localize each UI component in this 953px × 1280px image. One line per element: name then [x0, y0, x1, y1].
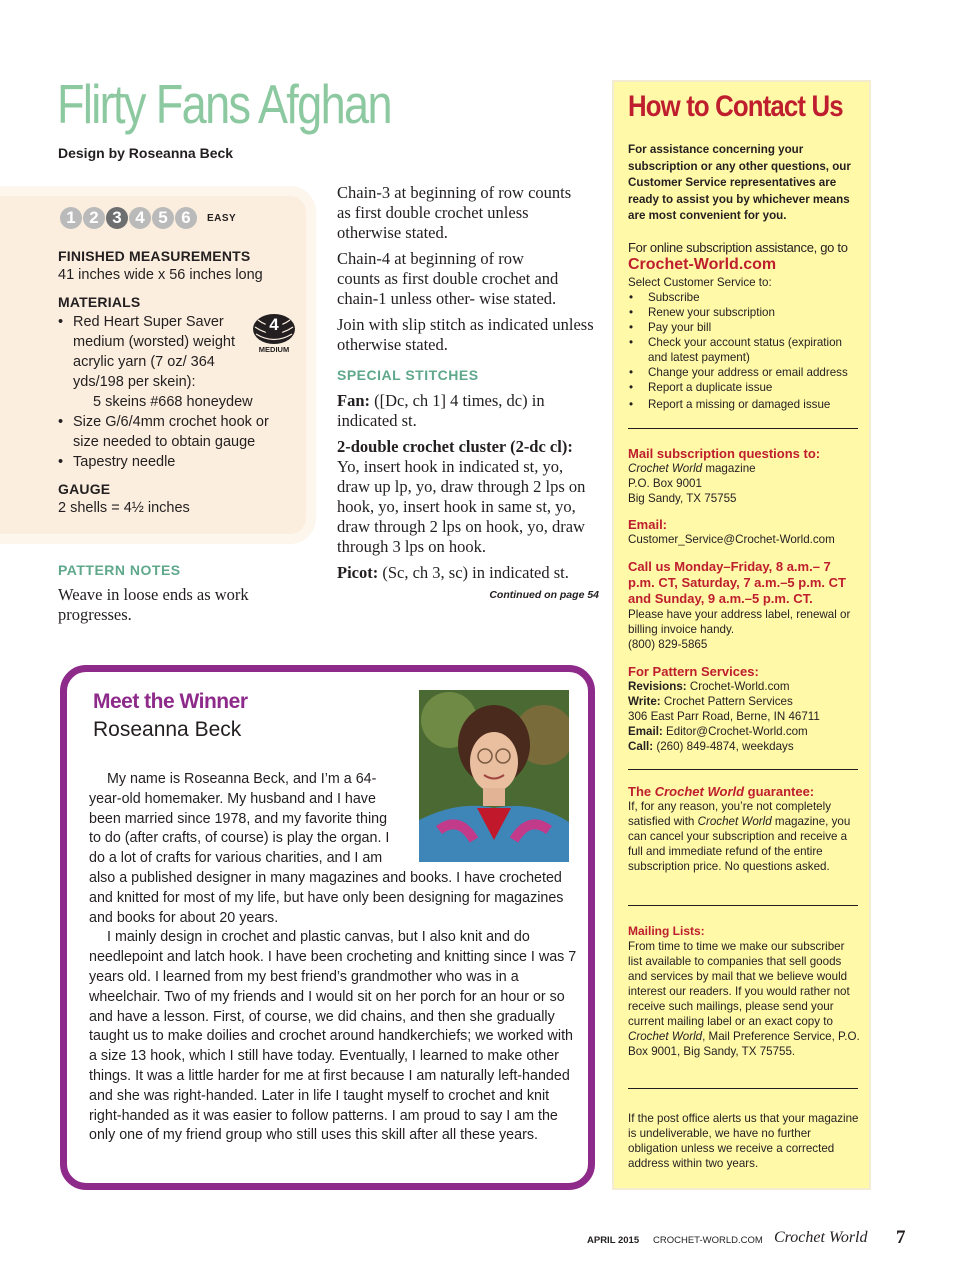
divider — [628, 769, 858, 770]
option-item: • Pay your bill — [628, 320, 860, 335]
option-item: • Subscribe — [628, 290, 860, 305]
finished-heading: FINISHED MEASUREMENTS — [58, 248, 251, 264]
stitch-fan: Fan: ([Dc, ch 1] 4 times, dc) in indicated st. — [337, 391, 545, 430]
middle-column — [337, 183, 599, 601]
gauge — [58, 481, 308, 518]
call-contact: Call us Monday–Friday, 8 a.m.– 7 p.m. CT, Saturday, 7 a.m.–5 p.m. CT and Sunday, 9 a.m.–5 p.m. CT. Please have your address label, renewal or billing invoice handy. (800) 829-5865 — [628, 559, 851, 651]
footer-site: CROCHET-WORLD.COM — [653, 1235, 763, 1246]
material-item: • Size G/6/4mm crochet hook or size needed to obtain gauge — [58, 414, 269, 450]
winner-name: Roseanna Beck — [93, 718, 242, 741]
material-item: • Red Heart Super Saver medium (worsted) weight acrylic yarn (7 oz/ 364 yds/198 per skein): — [58, 314, 235, 390]
meet-the-winner-box — [60, 665, 595, 1190]
option-item: • Report a missing or damaged issue — [628, 397, 860, 412]
footer-date: APRIL 2015 — [587, 1235, 640, 1246]
option-item: • Change your address or email address — [628, 365, 860, 380]
article-title: Flirty Fans Afghan — [57, 73, 391, 135]
contact-panel — [612, 80, 871, 1190]
customer-service-options — [628, 290, 860, 412]
divider — [628, 1088, 858, 1089]
bio-paragraph: My name is Roseanna Beck, and I’m a 64-year-old homemaker. My husband and I have been married since 1978, and my favorite thing to do (after crafts, of course) is play the organ. I do a lot of crafts for various charities, and I am also a published designer in many magazines and books. I have crocheted and knitted for most of my life, but have only been designing for magazines and books for about 20 years. — [89, 771, 564, 926]
winner-heading: Meet the Winner — [93, 690, 248, 713]
email-contact: Email: Customer_Service@Crochet-World.com — [628, 517, 835, 546]
guarantee: The Crochet World guarantee: If, for any reason, you’re not completely satisfied with Crochet World magazine, you can cancel your subscription and receive a full and immediate refund of the entire subscription price. No questions asked. — [628, 784, 851, 873]
divider — [628, 428, 858, 429]
yarn-weight-label: MEDIUM — [258, 345, 290, 354]
footer-magazine: Crochet World — [774, 1229, 868, 1246]
yarn-color: 5 skeins #668 honeydew — [93, 394, 253, 410]
page-number: 7 — [896, 1227, 906, 1248]
skill-dot-5: 5 — [152, 207, 174, 229]
winner-bio — [89, 770, 579, 1146]
skill-dot-6: 6 — [175, 207, 197, 229]
continued-note: Continued on page 54 — [489, 589, 599, 601]
skill-dot-2: 2 — [83, 207, 105, 229]
contact-intro: For assistance concerning your subscription or any other questions, our Customer Service representatives are ready to assist you by whichever means are most convenient for you. — [628, 143, 851, 222]
stitch-cluster: 2-double crochet cluster (2-dc cl): Yo, insert hook in indicated st, yo, draw up lp, yo, draw through 2 lps on hook, yo, insert hook in same st, yo, draw through 2 lps on hook, yo, draw through 3 lps on hook. — [337, 437, 586, 556]
option-item: • Renew your subscription — [628, 305, 860, 320]
gauge-text: 2 shells = 4½ inches — [58, 500, 190, 516]
page-footer — [0, 1228, 953, 1248]
bullet-icon: • — [58, 314, 64, 330]
contact-heading: How to Contact Us — [628, 90, 843, 123]
material-item: • Tapestry needle — [58, 454, 176, 470]
stitch-picot: Picot: (Sc, ch 3, sc) in indicated st. — [337, 563, 569, 582]
article-byline: Design by Roseanna Beck — [58, 145, 234, 161]
pattern-notes-heading: PATTERN NOTES — [58, 562, 181, 578]
note-join: Join with slip stitch as indicated unless otherwise stated. — [337, 315, 594, 354]
note-chain-4: Chain-4 at beginning of row counts as first double crochet and chain-1 unless other- wise stated. — [337, 249, 559, 308]
pattern-notes — [58, 562, 298, 625]
finished-text: 41 inches wide x 56 inches long — [58, 267, 263, 283]
pattern-notes-text: Weave in loose ends as work progresses. — [58, 585, 249, 624]
finished-measurements — [58, 248, 308, 285]
post-office-note: If the post office alerts us that your magazine is undeliverable, we have no further obligation unless we receive a corrected address within two years. — [628, 1112, 859, 1170]
divider — [628, 905, 858, 906]
skill-label: EASY — [207, 212, 237, 224]
mailing-lists: Mailing Lists: From time to time we make our subscriber list available to companies that sell goods and services by mail that we believe would interest our readers. If you would rather not receive such mailings, please send your current mailing label or an exact copy to Crochet World, Mail Preference Service, P.O. Box 9001, Big Sandy, TX 75755. — [628, 924, 860, 1058]
crochet-world-link[interactable]: Crochet-World.com — [628, 256, 777, 273]
bio-paragraph: I mainly design in crochet and plastic canvas, but I also knit and do needlepoint and latch hook. I have been crocheting and knitting since I was 7 years old. I learned from my best friend’s grandmother who was in a wheelchair. Two of my friends and I would sit on her porch for an hour or so and have a lesson. First, of course, we did chains, and then she gradually taught us to make doilies and crochet around handkerchiefs; we worked with a size 13 hook, which I still have today. Eventually, I learned to make other things. It was a little harder for me at first because I am naturally left-handed and she was right-handed. Later in life I taught myself to crochet and knit right-handed as it was easier to follow patterns. I am proud to say I am the only one of my friend group who still uses this skill after all these years. — [89, 929, 577, 1144]
skill-level — [60, 207, 236, 229]
bullet-icon: • — [58, 414, 64, 430]
skill-dot-3: 3 — [106, 207, 128, 229]
materials-heading: MATERIALS — [58, 294, 141, 310]
yarn-weight-icon — [252, 312, 296, 356]
skill-dot-4: 4 — [129, 207, 151, 229]
pattern-services: For Pattern Services: Revisions: Crochet-World.com Write: Crochet Pattern Services 306 East Parr Road, Berne, IN 46711 Email: Editor@Crochet-World.com Call: (260) 849-4874, weekdays — [628, 664, 820, 753]
option-item: • Check your account status (expiration and latest payment) — [628, 335, 860, 365]
option-item: • Report a duplicate issue — [628, 380, 860, 395]
yarn-weight-number: 4 — [269, 315, 279, 334]
bullet-icon: • — [58, 454, 64, 470]
special-stitches-heading: SPECIAL STITCHES — [337, 367, 479, 383]
note-chain-3: Chain-3 at beginning of row counts as first double crochet unless otherwise stated. — [337, 183, 572, 242]
mail-questions: Mail subscription questions to: Crochet World magazine P.O. Box 9001 Big Sandy, TX 75755 — [628, 446, 821, 505]
skill-dot-1: 1 — [60, 207, 82, 229]
gauge-heading: GAUGE — [58, 481, 111, 497]
online-assistance: For online subscription assistance, go to Crochet-World.com Select Customer Service to: • Subscribe • Renew your subscription • Pay your bill • Check your account status (expiration and latest payment) • Change your address or email address • Report a duplicate issue • Report a missing or damaged issue — [628, 240, 860, 412]
